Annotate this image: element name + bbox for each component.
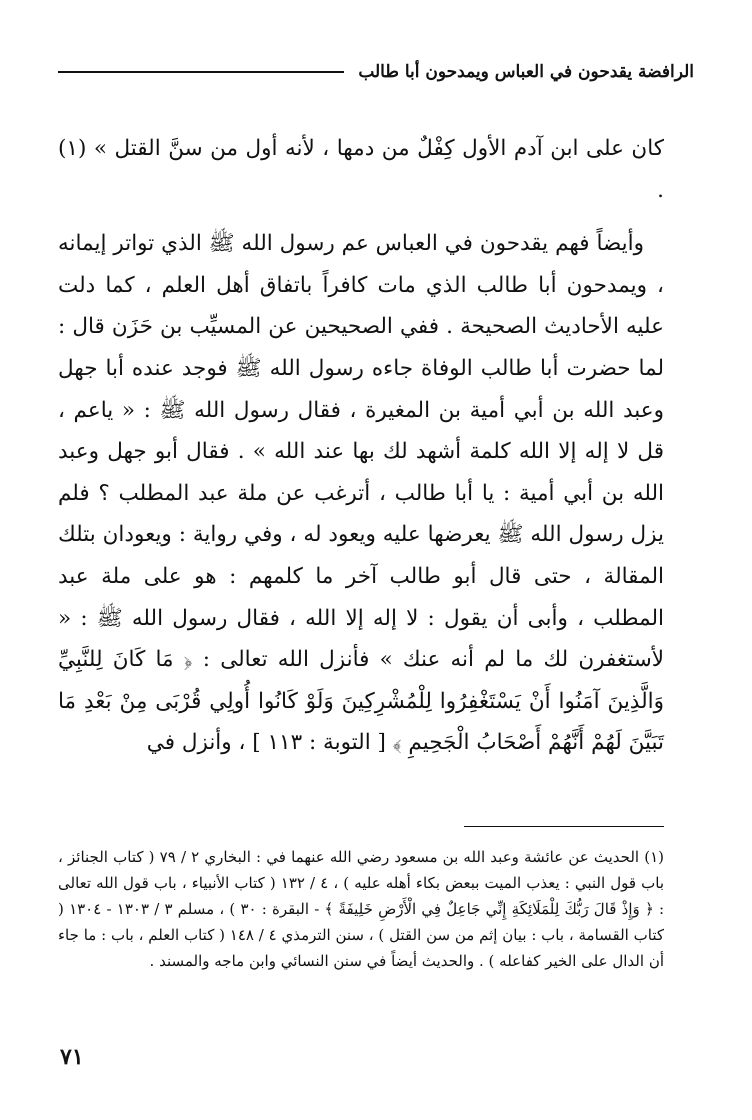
running-header (58, 62, 694, 82)
paragraph: كان على ابن آدم الأول كِفْلٌ من دمها ، لأنه أول من سنَّ القتل » (١) . (58, 136, 664, 203)
main-text (58, 128, 664, 764)
footnote-separator (464, 826, 664, 827)
header-rule (58, 71, 344, 73)
running-header-title: الرافضة يقدحون في العباس ويمدحون أبا طالب (358, 62, 694, 82)
footnote: (١) الحديث عن عائشة وعبد الله بن مسعود رضي الله عنهما في : البخاري ٢ / ٧٩ ( كتاب الجنائز ، باب قول النبي : يعذب الميت ببعض بكاء أهله عليه ) ، ٤ / ١٣٢ ( كتاب الأنبياء ، باب قول الله تعالى : ﴿ وَإِذْ قَالَ رَبُّكَ لِلْمَلَائِكَةِ إِنِّي جَاعِلٌ فِي الْأَرْضِ خَلِيفَةً ﴾ - البقرة : ٣٠ ) ، مسلم ٣ / ١٣٠٣ - ١٣٠٤ ( كتاب القسامة ، باب : بيان إثم من سن القتل ) ، سنن الترمذي ٤ / ١٤٨ ( كتاب العلم ، باب : ما جاء أن الدال على الخير كفاعله ) . والحديث أيضاً في سنن النسائي وابن ماجه والمسند . (58, 848, 665, 970)
footnotes (58, 844, 664, 974)
page-number: ٧١ (60, 1044, 84, 1070)
paragraph: وأيضاً فهم يقدحون في العباس عم رسول الله ﷺ الذي تواتر إيمانه ، ويمدحون أبا طالب الذي مات كافراً باتفاق أهل العلم ، كما دلت عليه الأحاديث الصحيحة . ففي الصحيحين عن المسيِّب بن حَزَن قال : لما حضرت أبا طالب الوفاة جاءه رسول الله ﷺ فوجد عنده أبا جهل وعبد الله بن أبي أمية بن المغيرة ، فقال رسول الله ﷺ : « ياعم ، قل لا إله إلا الله كلمة أشهد لك بها عند الله » . فقال أبو جهل وعبد الله بن أبي أمية : يا أبا طالب ، أترغب عن ملة عبد المطلب ؟ فلم يزل رسول الله ﷺ يعرضها عليه ويعود له ، وفي رواية : ويعودان بتلك المقالة ، حتى قال أبو طالب آخر ما كلمهم : هو على ملة عبد المطلب ، وأبى أن يقول : لا إله إلا الله ، فقال رسول الله ﷺ : « لأستغفرن لك ما لم أنه عنك » فأنزل الله تعالى : ﴿ مَا كَانَ لِلنَّبِيِّ وَالَّذِينَ آمَنُوا أَنْ يَسْتَغْفِرُوا لِلْمُشْرِكِينَ وَلَوْ كَانُوا أُولِي قُرْبَى مِنْ بَعْدِ مَا تَبَيَّنَ لَهُمْ أَنَّهُمْ أَصْحَابُ الْجَحِيمِ ﴾ [ التوبة : ١١٣ ] ، وأنزل في (58, 231, 664, 756)
